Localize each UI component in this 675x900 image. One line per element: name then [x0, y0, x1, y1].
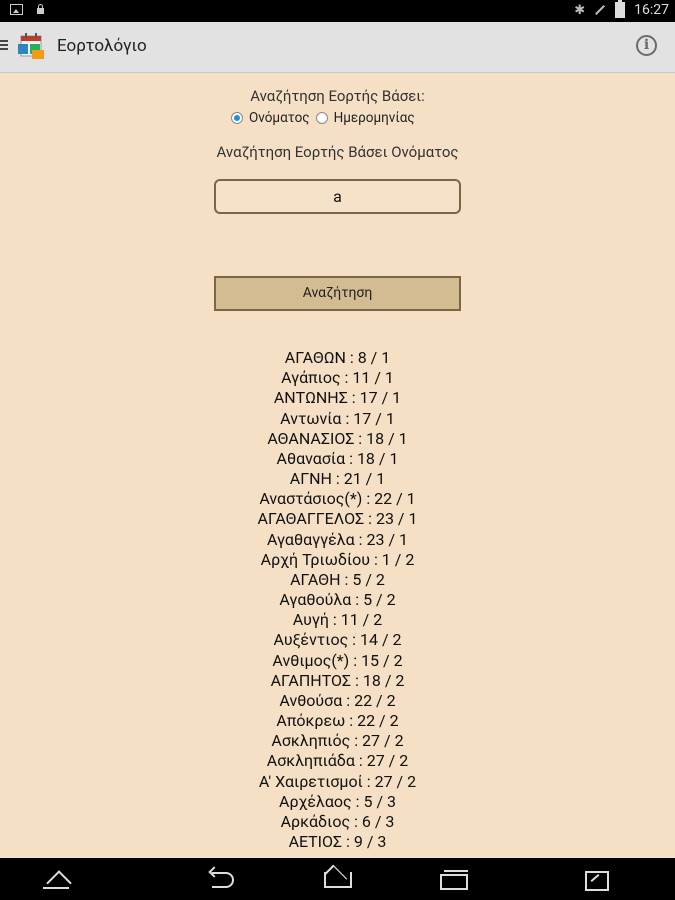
list-item: ΑΕΤΙΟΣ : 9 / 3	[288, 832, 387, 852]
list-item: Ασκληπιός : 27 / 2	[271, 731, 404, 751]
radio-by-name[interactable]	[231, 112, 243, 124]
image-icon	[10, 4, 23, 15]
list-item: Ανθιμος(*) : 15 / 2	[272, 650, 403, 670]
radio-by-date[interactable]	[316, 112, 328, 124]
list-item: ΑΓΑΘΑΓΓΕΛΟΣ : 23 / 1	[257, 509, 418, 529]
up-arrow-icon[interactable]	[40, 858, 80, 900]
list-item: ΑΓΑΘΩΝ : 8 / 1	[284, 348, 391, 367]
resize-icon[interactable]	[583, 858, 623, 900]
radio-by-name-label[interactable]: Ονόματος	[249, 110, 310, 126]
list-item: ΑΓΑΘΗ : 5 / 2	[290, 569, 385, 589]
list-item: ΑΓΝΗ : 21 / 1	[289, 469, 386, 489]
radio-by-date-label[interactable]: Ημερομηνίας	[333, 110, 415, 126]
calendar-app-icon[interactable]	[18, 32, 46, 60]
signal-off-icon	[594, 4, 606, 16]
home-icon[interactable]	[320, 858, 360, 900]
recent-apps-icon[interactable]	[434, 858, 474, 900]
list-item: Αντωνία : 17 / 1	[280, 408, 395, 428]
app-title: Εορτολόγιο	[57, 36, 147, 56]
list-item: Αθανασία : 18 / 1	[276, 448, 399, 468]
menu-icon[interactable]	[0, 40, 8, 52]
list-item: Ασκληπιάδα : 27 / 2	[266, 751, 409, 771]
back-icon[interactable]	[206, 858, 246, 900]
main-content	[0, 73, 675, 858]
list-item: Αγαθούλα : 5 / 2	[279, 590, 396, 610]
list-item: Αρχή Τριωδίου : 1 / 2	[260, 549, 415, 569]
list-item: Αυξέντιος : 14 / 2	[273, 630, 402, 650]
search-mode-label: Αναζήτηση Εορτής Βάσει Ονόματος	[216, 143, 459, 161]
list-item: Α' Χαιρετισμοί : 27 / 2	[258, 771, 417, 791]
search-button[interactable]: Αναζήτηση	[214, 276, 461, 311]
app-bar	[0, 22, 675, 73]
search-by-label: Αναζήτηση Εορτής Βάσει:	[250, 87, 425, 105]
search-input[interactable]: a	[214, 179, 461, 214]
navigation-bar	[0, 858, 675, 900]
list-item: Αναστάσιος(*) : 22 / 1	[259, 489, 416, 509]
list-item: Ανθούσα : 22 / 2	[279, 690, 396, 710]
list-item: ΑΝΤΩΝΗΣ : 17 / 1	[273, 388, 402, 408]
list-item: Αγάπιος : 11 / 1	[281, 368, 394, 388]
list-item: Απόκρεω : 22 / 2	[276, 711, 399, 731]
search-type-radio-group	[231, 110, 421, 126]
status-bar	[0, 0, 675, 22]
list-item: Αγαθαγγέλα : 23 / 1	[266, 529, 409, 549]
bluetooth-icon: ✱	[574, 2, 586, 18]
list-item: Αυγή : 11 / 2	[292, 610, 383, 630]
list-item: ΑΓΑΠΗΤΟΣ : 18 / 2	[270, 670, 405, 690]
list-item: Αρχέλαος : 5 / 3	[279, 791, 396, 811]
lock-icon	[37, 8, 44, 14]
list-item: Αρκάδιος : 6 / 3	[280, 811, 395, 831]
info-icon[interactable]: i	[636, 35, 657, 56]
results-list	[0, 348, 675, 852]
battery-icon	[615, 2, 625, 18]
status-time: 16:27	[634, 2, 669, 18]
list-item: ΑΘΑΝΑΣΙΟΣ : 18 / 1	[267, 428, 408, 448]
